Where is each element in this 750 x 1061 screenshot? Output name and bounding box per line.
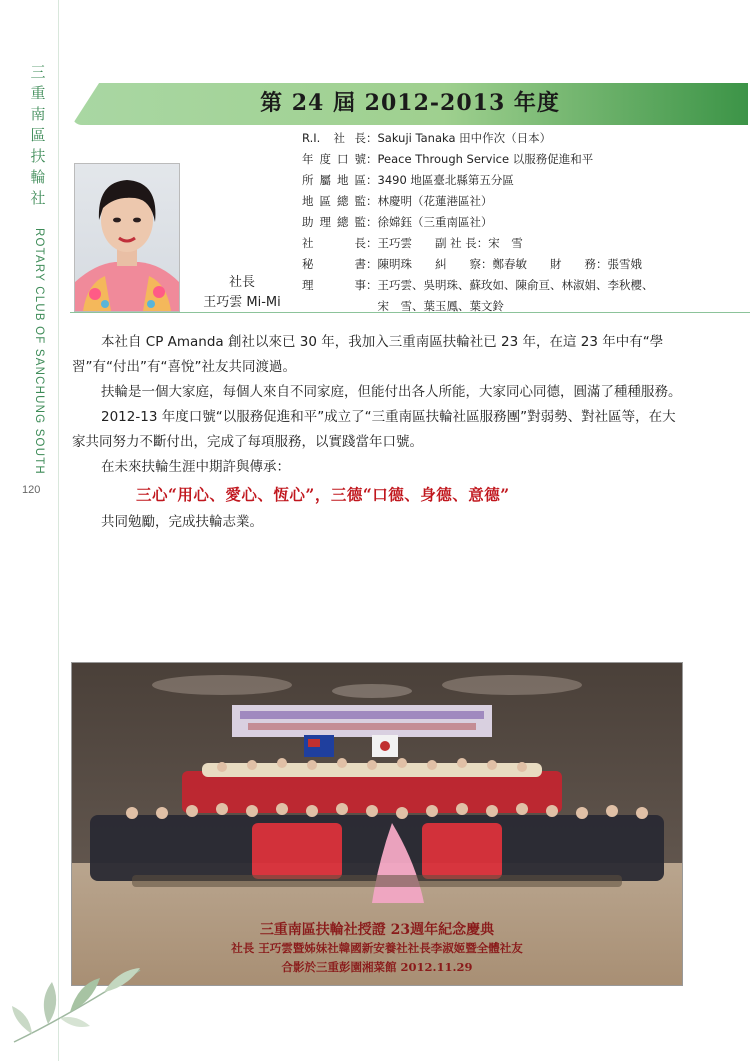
info-value: 王巧雲 副 社 長：宋 雪 bbox=[377, 236, 523, 250]
info-value: 陳明珠 糾 察：鄭春敏 財 務：張雪娥 bbox=[377, 257, 642, 271]
article-body bbox=[72, 330, 684, 535]
info-row: 助理總監 ： 徐嫦鈺（三重南區社） bbox=[302, 212, 732, 233]
president-title: 社長 bbox=[228, 275, 255, 290]
info-row: 所屬地區 ： 3490 地區臺北縣第五分區 bbox=[302, 170, 732, 191]
info-row: 理 事 ： 王巧雲、吳明珠、蘇玫如、陳俞亘、林淑娟、李秋櫻、 bbox=[302, 275, 732, 296]
paragraph: 本社自 CP Amanda 創社以來已 30 年，我加入三重南區扶輪社已 23 年，在這 23 年中有“學習”有“付出”有“喜悅”社友共同渡過。 bbox=[72, 334, 664, 375]
info-row bbox=[302, 296, 732, 317]
sidebar-char: 區 bbox=[30, 126, 46, 144]
sidebar-char: 輪 bbox=[30, 168, 46, 186]
photo-caption-title: 三重南區扶輪社授證 23週年紀念慶典 bbox=[259, 922, 495, 938]
club-info-list bbox=[302, 128, 732, 317]
info-key: 年度口號 bbox=[302, 152, 366, 166]
paragraph: 共同勉勵，完成扶輪志業。 bbox=[101, 514, 263, 530]
sidebar-club-name-en: ROTARY CLUB OF SANCHUNG SOUTH bbox=[33, 228, 45, 475]
info-value: Peace Through Service 以服務促進和平 bbox=[377, 152, 594, 166]
paragraph: 扶輪是一個大家庭，每個人來自不同家庭，但能付出各人所能，大家同心同德，圓滿了種種服務。 bbox=[101, 384, 682, 400]
motto-highlight: 三心“用心、愛心、恆心”，三德“口德、身德、意德” bbox=[136, 485, 510, 504]
group-photo bbox=[71, 662, 683, 986]
photo-caption-subtitle: 社長 王巧雲暨姊妹社韓國新安養社社長李淑姬暨全體社友 bbox=[231, 941, 523, 955]
info-key: 所屬地區 bbox=[302, 173, 366, 187]
info-value: Sakuji Tanaka 田中作次（日本） bbox=[377, 131, 552, 145]
sidebar-club-name-zh bbox=[28, 62, 48, 209]
info-row: 地區總監 ： 林慶明（花蓮港區社） bbox=[302, 191, 732, 212]
info-row: 秘 書 ： 陳明珠 糾 察：鄭春敏 財 務：張雪娥 bbox=[302, 254, 732, 275]
president-portrait bbox=[74, 163, 180, 312]
info-value: 3490 地區臺北縣第五分區 bbox=[377, 173, 514, 187]
sidebar-divider bbox=[58, 0, 59, 1061]
info-key: 社 長 bbox=[302, 236, 366, 250]
info-key: 理 事 bbox=[302, 278, 366, 292]
page-title: 第 24 屆 2012-2013 年度 bbox=[260, 90, 560, 116]
sidebar-char: 重 bbox=[30, 84, 46, 102]
info-key: 秘 書 bbox=[302, 257, 366, 271]
president-name: 王巧雲 Mi-Mi bbox=[203, 295, 281, 310]
info-value: 王巧雲、吳明珠、蘇玫如、陳俞亘、林淑娟、李秋櫻、 bbox=[377, 278, 654, 292]
info-row: 年度口號 ： Peace Through Service 以服務促進和平 bbox=[302, 149, 732, 170]
portrait-image bbox=[75, 164, 179, 311]
sidebar-char: 三 bbox=[30, 63, 46, 81]
info-key: R.I. 社長 bbox=[302, 131, 366, 145]
info-value: 徐嫦鈺（三重南區社） bbox=[377, 215, 493, 229]
info-key: 助理總監 bbox=[302, 215, 366, 229]
leaf-decoration-icon bbox=[8, 930, 148, 1050]
info-value: 林慶明（花蓮港區社） bbox=[377, 194, 493, 208]
sidebar-char: 南 bbox=[30, 105, 46, 123]
info-row: R.I. 社長 ： Sakuji Tanaka 田中作次（日本） bbox=[302, 128, 732, 149]
info-key bbox=[302, 296, 366, 317]
photo-caption-place-date: 合影於三重彭園湘菜館 2012.11.29 bbox=[281, 960, 473, 974]
paragraph: 2012-13 年度口號“以服務促進和平”成立了“三重南區扶輪社區服務團”對弱勢、對社區等，在大家共同努力不斷付出，完成了每項服務，以實踐當年口號。 bbox=[72, 409, 676, 450]
sidebar-char: 社 bbox=[30, 189, 46, 207]
president-caption bbox=[192, 273, 292, 313]
paragraph: 在未來扶輪生涯中期許與傳承： bbox=[101, 459, 290, 475]
info-value: 宋 雪、葉玉鳳、葉文鈴 bbox=[377, 299, 504, 313]
info-key: 地區總監 bbox=[302, 194, 366, 208]
sidebar-char: 扶 bbox=[30, 147, 46, 165]
info-row: 社 長 ： 王巧雲 副 社 長：宋 雪 bbox=[302, 233, 732, 254]
page-number: 120 bbox=[22, 484, 41, 496]
